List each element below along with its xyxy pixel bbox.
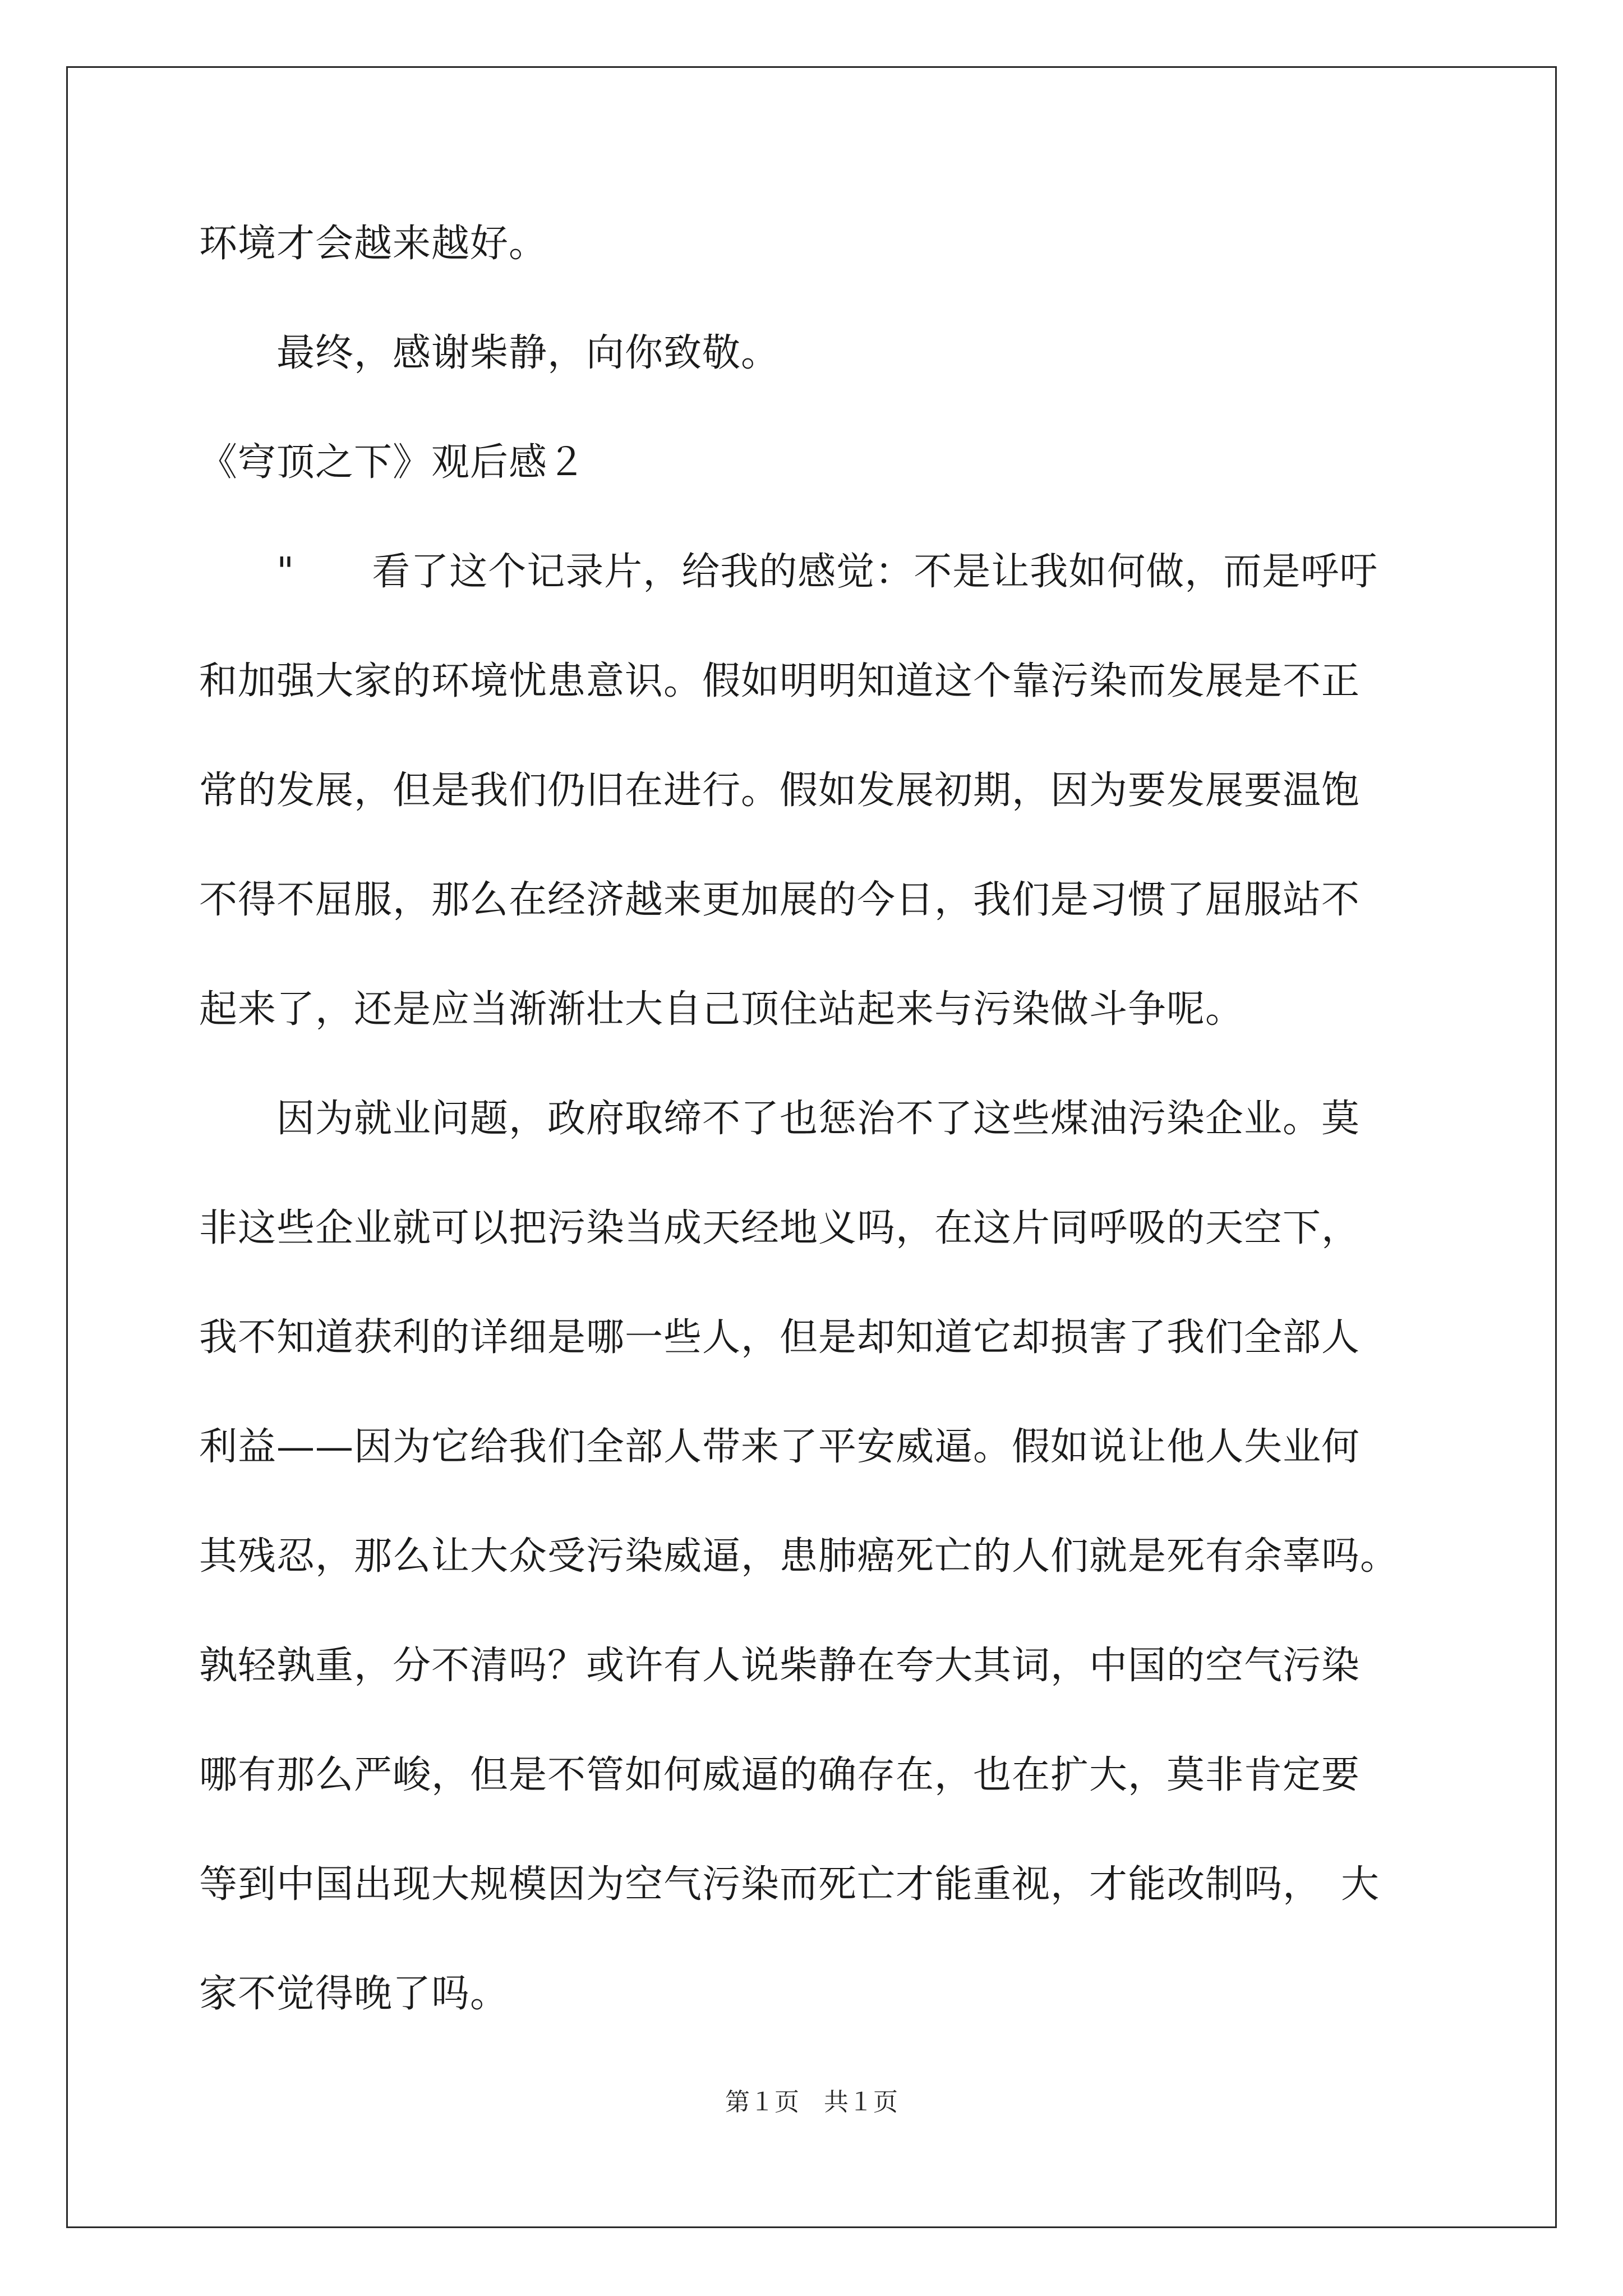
section-heading: 《穹顶之下》观后感２ bbox=[199, 440, 587, 485]
text-line-5: 和加强大家的环境忧患意识。假如明明知道这个靠污染而发展是不正 bbox=[199, 659, 1361, 703]
text-line-15: 哪有那么严峻，但是不管如何威逼的确存在，也在扩大，莫非肯定要 bbox=[199, 1753, 1361, 1797]
text-line-7: 不得不屈服，那么在经济越来更加展的今日，我们是习惯了屈服站不 bbox=[199, 878, 1361, 922]
text-line-14: 孰轻孰重，分不清吗？或许有人说柴静在夸大其词，中国的空气污染 bbox=[199, 1644, 1361, 1688]
text-line-11: 我不知道获利的详细是哪一些人，但是却知道它却损害了我们全部人 bbox=[199, 1315, 1361, 1360]
page-number: 第１页 共１页 bbox=[725, 2088, 898, 2116]
text-line-10: 非这些企业就可以把污染当成天经地义吗，在这片同呼吸的天空下， bbox=[199, 1206, 1361, 1250]
text-line-6: 常的发展，但是我们仍旧在进行。假如发展初期，因为要发展要温饱 bbox=[199, 769, 1361, 813]
text-line-8: 起来了，还是应当渐渐壮大自己顶住站起来与污染做斗争呢。 bbox=[199, 987, 1244, 1032]
text-line-12: 利益——因为它给我们全部人带来了平安威逼。假如说让他人失业何 bbox=[199, 1425, 1361, 1469]
text-line-9: 因为就业问题，政府取缔不了也惩治不了这些煤油污染企业。莫 bbox=[199, 1097, 1361, 1141]
text-line-17: 家不觉得晚了吗。 bbox=[199, 1972, 509, 2016]
text-line-1: 环境才会越来越好。 bbox=[199, 222, 548, 266]
text-line-2: 最终，感谢柴静，向你致敬。 bbox=[199, 331, 780, 375]
text-line-13: 其残忍，那么让大众受污染威逼，患肺癌死亡的人们就是死有余辜吗。 bbox=[199, 1534, 1399, 1579]
text-line-16: 等到中国出现大规模因为空气污染而死亡才能重视，才能改制吗， 大 bbox=[199, 1862, 1380, 1907]
text-line-4: " 看了这个记录片，给我的感觉：不是让我如何做，而是呼吁 bbox=[199, 550, 1378, 594]
